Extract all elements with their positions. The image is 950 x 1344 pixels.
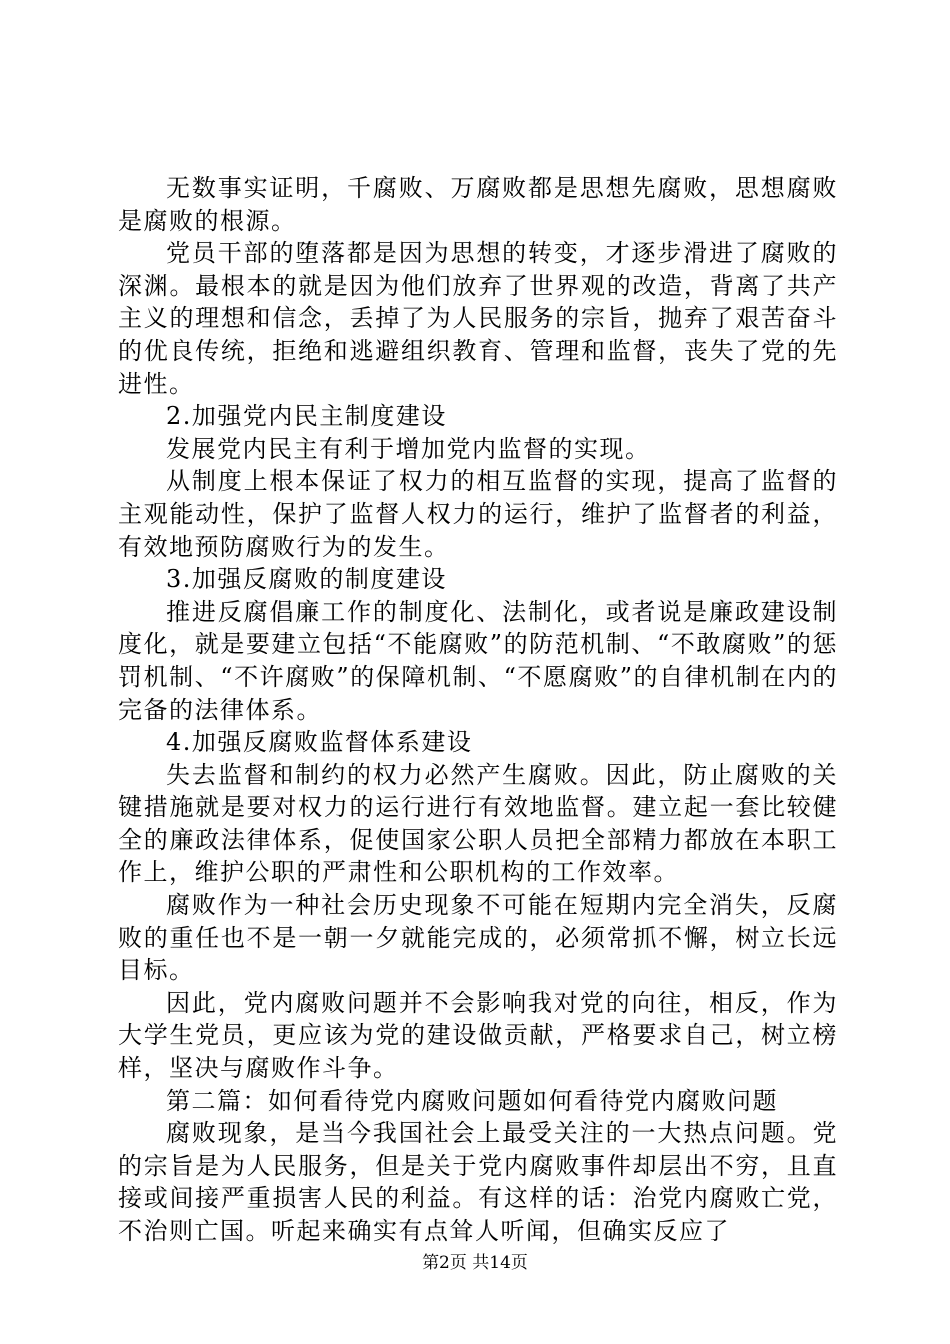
section-heading-2: 2.加强党内民主制度建设 [166, 402, 447, 431]
paragraph-9: 腐败现象，是当今我国社会上最受关注的一大热点问题。党的宗旨是为人民服务，但是关于党内腐败事件却层出不穷，且直接或间接严重损害人民的利益。有这样的话：治党内腐败亡党，不治则亡国。听起来确实有点耸人听闻，但确实反应了 [118, 1119, 838, 1245]
paragraph-6: 失去监督和制约的权力必然产生腐败。因此，防止腐败的关键措施就是要对权力的运行进行有效地监督。建立起一套比较健全的廉政法律体系，促使国家公职人员把全部精力都放在本职工作上，维护公职的严肃性和公职机构的工作效率。 [118, 760, 838, 887]
document-body [118, 172, 838, 1248]
paragraph-3: 发展党内民主有利于增加党内监督的实现。 [166, 434, 651, 463]
paragraph-2: 党员干部的堕落都是因为思想的转变，才逐步滑进了腐败的深渊。最根本的就是因为他们放弃了世界观的改造，背离了共产主义的理想和信念，丢掉了为人民服务的宗旨，抛弃了艰苦奋斗的优良传统，拒绝和逃避组织教育、管理和监督，丧失了党的先进性。 [118, 239, 838, 398]
paragraph-7: 腐败作为一种社会历史现象不可能在短期内完全消失，反腐败的重任也不是一朝一夕就能完成的，必须常抓不懈，树立长远目标。 [118, 891, 838, 985]
paragraph-1: 无数事实证明，千腐败、万腐败都是思想先腐败，思想腐败是腐败的根源。 [118, 174, 838, 235]
page-footer: 第2页 共14页 [422, 1253, 528, 1273]
section-heading-4: 4.加强反腐败监督体系建设 [166, 728, 473, 757]
chapter-heading: 第二篇：如何看待党内腐败问题如何看待党内腐败问题 [166, 1086, 778, 1115]
paragraph-8: 因此，党内腐败问题并不会影响我对党的向往，相反，作为大学生党员，更应该为党的建设做贡献，严格要求自己，树立榜样，坚决与腐败作斗争。 [118, 988, 838, 1083]
section-heading-3: 3.加强反腐败的制度建设 [166, 565, 447, 594]
paragraph-5: 推进反腐倡廉工作的制度化、法制化，或者说是廉政建设制度化，就是要建立包括“不能腐败”的防范机制、“不敢腐败”的惩罚机制、“不许腐败”的保障机制、“不愿腐败”的自律机制在内的完备的法律体系。 [118, 597, 838, 724]
paragraph-4: 从制度上根本保证了权力的相互监督的实现，提高了监督的主观能动性，保护了监督人权力的运行，维护了监督者的利益，有效地预防腐败行为的发生。 [118, 467, 838, 561]
